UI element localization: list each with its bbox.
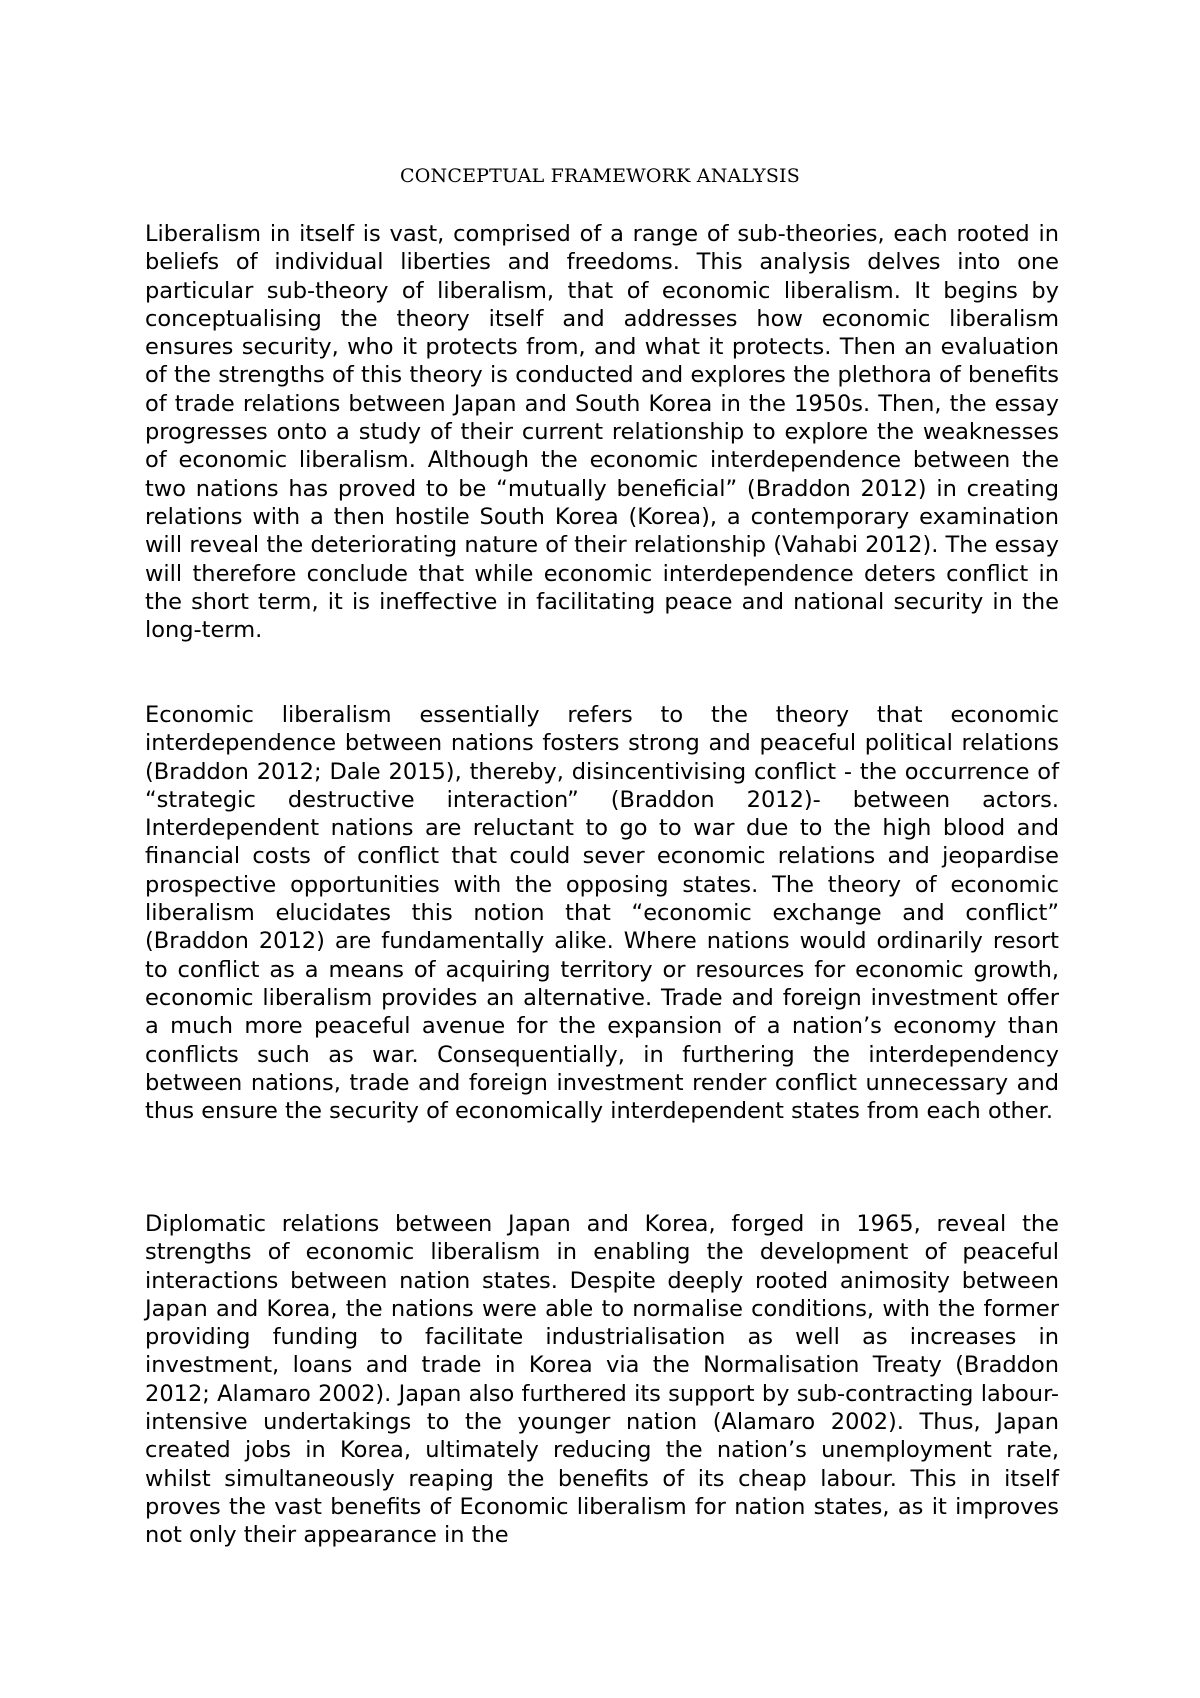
paragraph-economic-liberalism-definition: Economic liberalism essentially refers to the theory that economic interdependence between nations fosters strong and peaceful political relations (Braddon 2012; Dale 2015), thereby, disincentivising conflict - the occurrence of “strategic destructive interaction” (Braddon 2012)- between actors. Interdependent nations are reluctant to go to war due to the high blood and financial costs of conflict that could sever economic relations and jeopardise prospective opportunities with the opposing states. The theory of economic liberalism elucidates this notion that “economic exchange and conflict” (Braddon 2012) are fundamentally alike. Where nations would ordinarily resort to conflict as a means of acquiring territory or resources for economic growth, economic liberalism provides an alternative. Trade and foreign investment offer a much more peaceful avenue for the expansion of a nation’s economy than conflicts such as war. Consequentially, in furthering the interdependency between nations, trade and foreign investment render conflict unnecessary and thus ensure the security of economically interdependent states from each other. (145, 702, 1059, 1125)
paragraph-japan-korea-relations: Diplomatic relations between Japan and Korea, forged in 1965, reveal the strengths of economic liberalism in enabling the development of peaceful interactions between nation states. Despite deeply rooted animosity between Japan and Korea, the nations were able to normalise conditions, with the former providing funding to facilitate industrialisation as well as increases in investment, loans and trade in Korea via the Normalisation Treaty (Braddon 2012; Alamaro 2002). Japan also furthered its support by sub-contracting labour-intensive undertakings to the younger nation (Alamaro 2002). Thus, Japan created jobs in Korea, ultimately reducing the nation’s unemployment rate, whilst simultaneously reaping the benefits of its cheap labour. This in itself proves the vast benefits of Economic liberalism for nation states, as it improves not only their appearance in the (145, 1211, 1059, 1549)
document-title: CONCEPTUAL FRAMEWORK ANALYSIS (400, 165, 800, 187)
paragraph-introduction: Liberalism in itself is vast, comprised of a range of sub-theories, each rooted in beliefs of individual liberties and freedoms. This analysis delves into one particular sub-theory of liberalism, that of economic liberalism. It begins by conceptualising the theory itself and addresses how economic liberalism ensures security, who it protects from, and what it protects. Then an evaluation of the strengths of this theory is conducted and explores the plethora of benefits of trade relations between Japan and South Korea in the 1950s. Then, the essay progresses onto a study of their current relationship to explore the weaknesses of economic liberalism. Although the economic interdependence between the two nations has proved to be “mutually beneficial” (Braddon 2012) in creating relations with a then hostile South Korea (Korea), a contemporary examination will reveal the deteriorating nature of their relationship (Vahabi 2012). The essay will therefore conclude that while economic interdependence deters conflict in the short term, it is ineffective in facilitating peace and national security in the long-term. (145, 221, 1059, 644)
